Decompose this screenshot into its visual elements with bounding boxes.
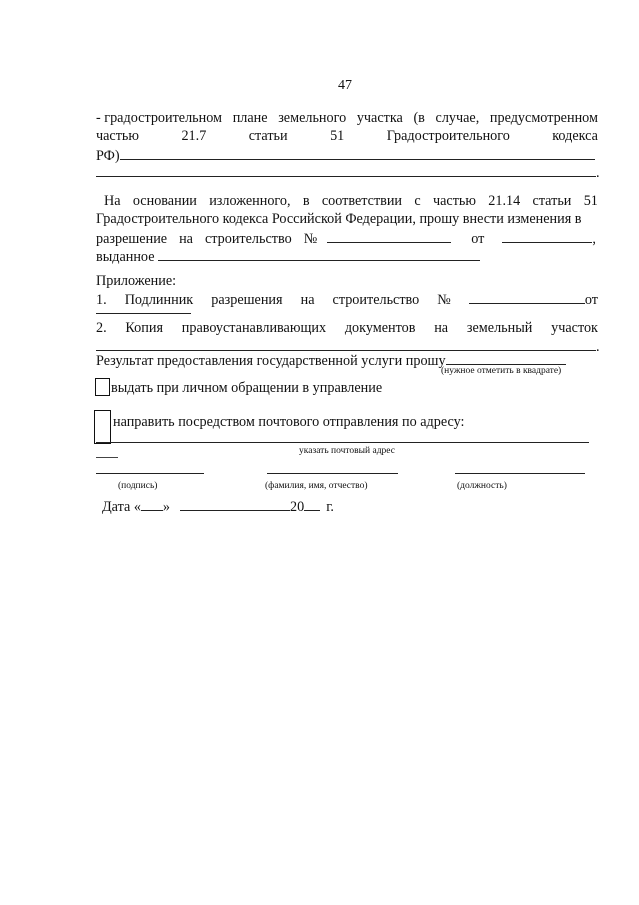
- option-mail-label: направить посредством почтового отправления по адресу:: [113, 414, 465, 430]
- text: 51: [583, 193, 598, 209]
- text: соответствии: [321, 193, 403, 209]
- text: ,: [592, 231, 596, 247]
- text: частью: [96, 128, 139, 144]
- block1-line1: [96, 110, 598, 126]
- block1-line3: [96, 146, 595, 164]
- block2-line2: Градостроительного кодекса Российской Федерации, прошу внести изменения в: [96, 211, 582, 227]
- signature-hint: (подпись): [118, 481, 158, 491]
- text: случае,: [435, 110, 480, 126]
- blank-field[interactable]: [96, 163, 596, 177]
- text: на: [434, 320, 449, 336]
- text: статьи: [532, 193, 572, 209]
- text: кодекса: [552, 128, 598, 144]
- text: плане: [232, 110, 268, 126]
- text: строительство: [332, 292, 420, 308]
- text: 21.14: [488, 193, 521, 209]
- text: Градостроительного: [386, 128, 510, 144]
- scan-mark: [96, 457, 118, 458]
- option-personal-label: выдать при личном обращении в управление: [111, 380, 383, 396]
- result-label: Результат предоставления государственной услуги прошу: [96, 353, 446, 369]
- text: РФ): [96, 148, 120, 164]
- permit-number-field[interactable]: [327, 229, 451, 243]
- text: №: [437, 292, 451, 308]
- text: строительство: [204, 231, 292, 247]
- text: разрешения: [211, 292, 283, 308]
- date-quote: »: [162, 499, 171, 515]
- text: частью: [432, 193, 476, 209]
- date-year-suffix: г.: [326, 499, 334, 515]
- block1-line2: [96, 128, 598, 144]
- text: с: [414, 193, 421, 209]
- issued-by-field[interactable]: [158, 247, 480, 261]
- text: Подлинник: [124, 292, 194, 308]
- date-line: [102, 497, 334, 515]
- original-permit-number-field[interactable]: [469, 290, 585, 304]
- blank-field[interactable]: [120, 146, 595, 160]
- block1-line4: [96, 163, 600, 181]
- appendix-title: Приложение:: [96, 273, 177, 289]
- text: участка: [356, 110, 403, 126]
- position-hint: (должность): [457, 481, 507, 491]
- block2-line3: [96, 229, 598, 247]
- text: №: [303, 231, 318, 247]
- permit-date-field[interactable]: [502, 229, 592, 243]
- block2-line1: [104, 193, 598, 209]
- appendix-item1: [96, 290, 598, 308]
- fullname-field[interactable]: [267, 473, 398, 474]
- text: предусмотренном: [489, 110, 598, 126]
- address-hint: указать почтовый адрес: [299, 446, 395, 456]
- text: 2.: [96, 320, 107, 336]
- text: разрешение: [96, 231, 168, 247]
- text: 21.7: [181, 128, 207, 144]
- text: основании: [132, 193, 197, 209]
- text: правоустанавливающих: [181, 320, 327, 336]
- text: документов: [344, 320, 416, 336]
- result-field[interactable]: [446, 351, 566, 365]
- text: на: [300, 292, 315, 308]
- text: .: [596, 339, 600, 355]
- fullname-hint: (фамилия, имя, отчество): [265, 481, 368, 491]
- text: статьи: [248, 128, 288, 144]
- text: - градостроительном: [96, 110, 223, 126]
- text: 51: [330, 128, 345, 144]
- date-day-field[interactable]: [141, 497, 163, 511]
- option-personal-checkbox[interactable]: [95, 378, 110, 396]
- date-prefix: Дата «: [102, 499, 141, 515]
- text: .: [596, 165, 600, 181]
- option-mail-checkbox[interactable]: [94, 410, 111, 444]
- text: выданное: [96, 249, 155, 265]
- text: участок: [551, 320, 598, 336]
- text: земельного: [278, 110, 347, 126]
- text: на: [179, 231, 193, 247]
- text: от: [471, 231, 485, 247]
- page-number: 47: [338, 78, 352, 93]
- date-month-field[interactable]: [180, 497, 290, 511]
- signature-field[interactable]: [96, 473, 204, 474]
- block2-line4: [96, 247, 480, 265]
- original-permit-date-field[interactable]: [96, 313, 191, 314]
- text: изложенного,: [209, 193, 291, 209]
- text: от: [584, 292, 598, 308]
- position-field[interactable]: [455, 473, 585, 474]
- text: 1.: [96, 292, 107, 308]
- text: земельный: [466, 320, 533, 336]
- date-year-prefix: 20: [290, 499, 305, 515]
- postal-address-field[interactable]: [96, 442, 589, 443]
- appendix-item2: [96, 320, 598, 336]
- land-documents-field[interactable]: [96, 337, 596, 351]
- date-year-field[interactable]: [304, 497, 320, 511]
- text: Копия: [125, 320, 163, 336]
- text: в: [302, 193, 310, 209]
- text: На: [104, 193, 121, 209]
- result-hint: (нужное отметить в квадрате): [441, 366, 562, 376]
- text: (в: [413, 110, 425, 126]
